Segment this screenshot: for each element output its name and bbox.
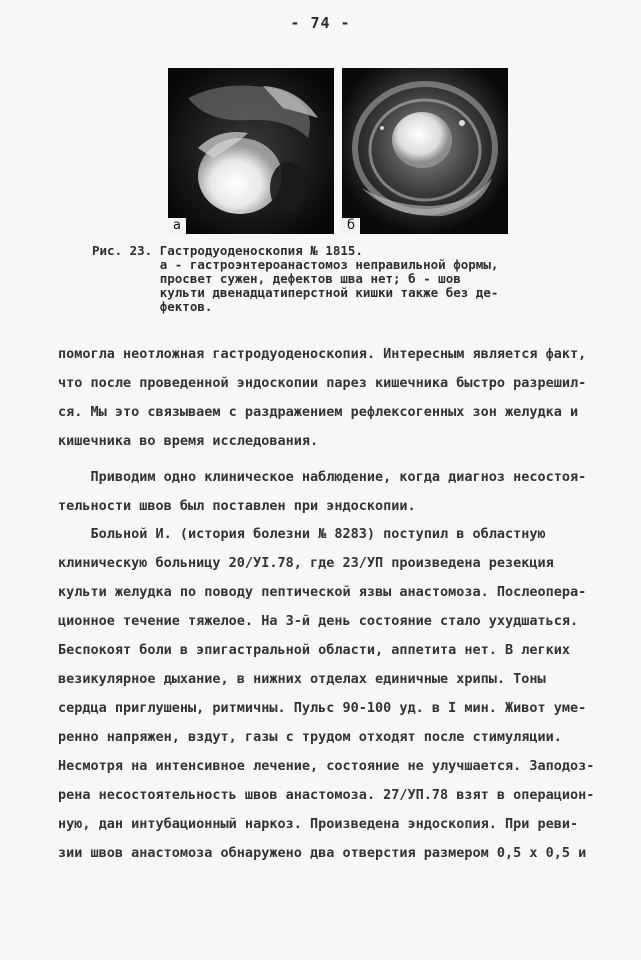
paragraph-2 — [58, 463, 618, 521]
text-line: культи желудка по поводу пептической язвы анастомоза. Послеопера- — [58, 584, 587, 600]
text-line: сердца приглушены, ритмичны. Пульс 90-100 уд. в I мин. Живот уме- — [58, 700, 587, 716]
text-line: что после проведенной эндоскопии парез кишечника быстро разрешил- — [58, 375, 587, 391]
paragraph-1 — [58, 340, 618, 456]
endoscopy-image-a — [168, 68, 334, 234]
figure-caption — [92, 244, 592, 314]
caption-line: фектов. — [92, 299, 213, 314]
text-line: рена несостоятельность швов анастомоза. 27/УП.78 взят в операцион- — [58, 787, 595, 803]
text-line: Беспокоят боли в эпигастральной области, аппетита нет. В легких — [58, 642, 571, 658]
panel-a-label: а — [168, 218, 186, 234]
endoscopy-image-b — [342, 68, 508, 234]
text-line: помогла неотложная гастродуоденоскопия. Интересным является факт, — [58, 346, 587, 362]
text-line: клиническую больницу 20/УI.78, где 23/УП произведена резекция — [58, 555, 554, 571]
text-line: ционное течение тяжелое. На 3-й день состояние стало ухудшаться. — [58, 613, 579, 629]
text-line: ную, дан интубационный наркоз. Произведена эндоскопия. При реви- — [58, 816, 579, 832]
text-line: кишечника во время исследования. — [58, 433, 319, 449]
text-line: ся. Мы это связываем с раздражением рефлексогенных зон желудка и — [58, 404, 579, 420]
endoscopy-photo-b — [342, 68, 508, 234]
text-line: Приводим одно клиническое наблюдение, когда диагноз несостоя- — [58, 469, 587, 485]
text-line: Несмотря на интенсивное лечение, состояние не улучшается. Заподоз- — [58, 758, 595, 774]
endoscopy-photo-a — [168, 68, 334, 234]
text-line: зии швов анастомоза обнаружено два отверстия размером 0,5 х 0,5 и — [58, 845, 587, 861]
paragraph-3 — [58, 520, 618, 868]
text-line: ренно напряжен, вздут, газы с трудом отходят после стимуляции. — [58, 729, 562, 745]
page-number: - 74 - — [290, 14, 351, 32]
text-line: тельности швов был поставлен при эндоскопии. — [58, 498, 416, 514]
caption-line: культи двенадцатиперстной кишки также без де- — [92, 285, 499, 300]
text-line: Больной И. (история болезни № 8283) поступил в областную — [58, 526, 546, 542]
caption-line: а - гастроэнтероанастомоз неправильной формы, — [92, 257, 499, 272]
text-line: везикулярное дыхание, в нижних отделах единичные хрипы. Тоны — [58, 671, 546, 687]
caption-line: Рис. 23. Гастродуоденоскопия № 1815. — [92, 243, 363, 258]
panel-b-label: б — [342, 218, 360, 234]
caption-line: просвет сужен, дефектов шва нет; б - шов — [92, 271, 461, 286]
